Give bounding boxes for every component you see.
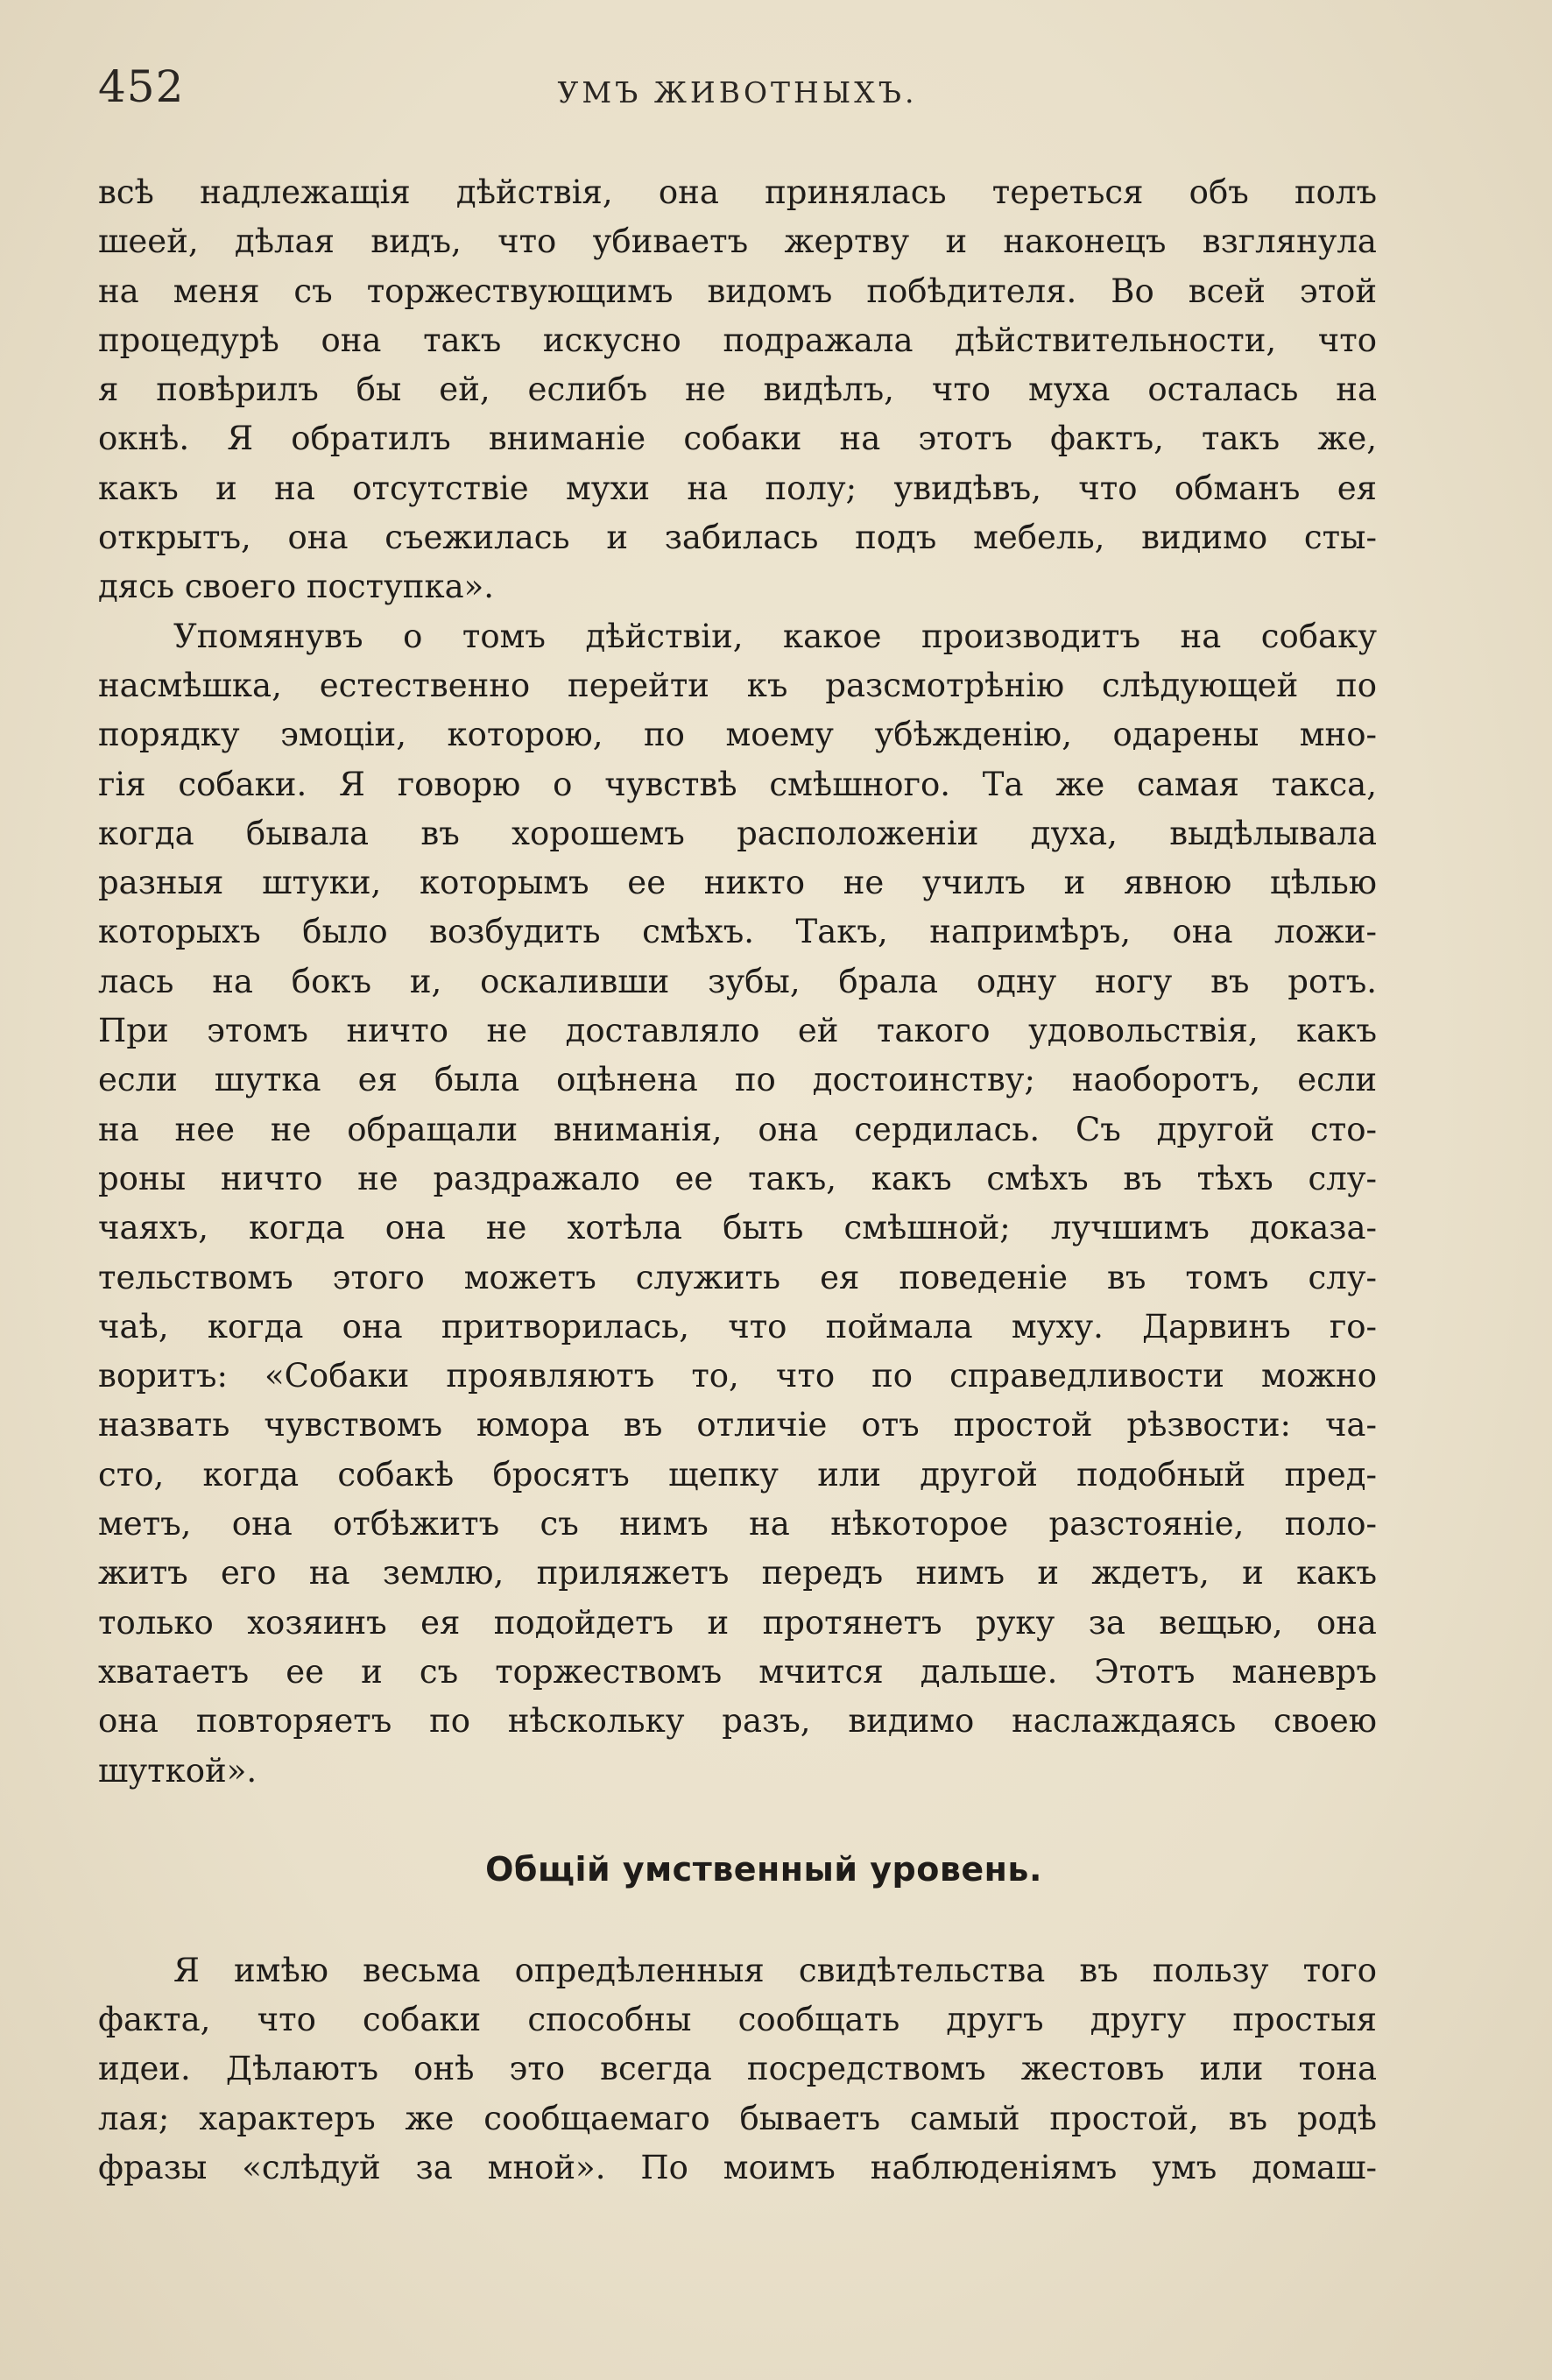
text-line: процедурѣ она такъ искусно подражала дѣйствительности, что xyxy=(98,321,1377,359)
running-title: УМЪ ЖИВОТНЫХЪ. xyxy=(557,75,918,109)
text-line: тельствомъ этого можетъ служить ея поведеніе въ томъ слу- xyxy=(98,1258,1377,1296)
text-line: При этомъ ничто не доставляло ей такого удовольствія, какъ xyxy=(98,1012,1377,1050)
text-line: чаяхъ, когда она не хотѣла быть смѣшной; лучшимъ доказа- xyxy=(98,1209,1377,1247)
text-line: роны ничто не раздражало ее такъ, какъ смѣхъ въ тѣхъ слу- xyxy=(98,1159,1377,1197)
text-line: чаѣ, когда она притворилась, что поймала муху. Дарвинъ го- xyxy=(98,1307,1377,1345)
text-line: она повторяетъ по нѣскольку разъ, видимо наслаждаясь своею xyxy=(98,1702,1377,1741)
page-number: 452 xyxy=(98,61,185,112)
text-line: воритъ: «Собаки проявляютъ то, что по справедливости можно xyxy=(98,1357,1377,1395)
text-line: разныя штуки, которымъ ее никто не училъ и явною цѣлью xyxy=(98,864,1377,902)
text-line: если шутка ея была оцѣнена по достоинству; наоборотъ, если xyxy=(98,1061,1377,1099)
text-line: сто, когда собакѣ бросятъ щепку или другой подобный пред- xyxy=(98,1455,1377,1494)
paragraph-humor xyxy=(98,612,1377,1796)
text-line: шеей, дѣлая видъ, что убиваетъ жертву и наконецъ взглянула xyxy=(98,222,1377,261)
text-line: открытъ, она съежилась и забилась подъ мебель, видимо сты- xyxy=(98,519,1377,557)
text-line: порядку эмоціи, которою, по моему убѣжденію, одарены мно- xyxy=(98,716,1377,754)
text-line: метъ, она отбѣжитъ съ нимъ на нѣкоторое разстояніе, поло- xyxy=(98,1505,1377,1543)
text-line: хватаетъ ее и съ торжествомъ мчится дальше. Этотъ маневръ xyxy=(98,1652,1377,1691)
text-line: я повѣрилъ бы ей, еслибъ не видѣлъ, что муха осталась на xyxy=(98,371,1377,409)
body-text xyxy=(98,168,1377,2193)
text-line: только хозяинъ ея подойдетъ и протянетъ руку за вещью, она xyxy=(98,1603,1377,1642)
text-line: когда бывала въ хорошемъ расположеніи духа, выдѣлывала xyxy=(98,814,1377,852)
text-line: насмѣшка, естественно перейти къ разсмотрѣнію слѣдующей по xyxy=(98,666,1377,704)
spacer xyxy=(98,1796,1377,1843)
paragraph-intelligence xyxy=(98,1946,1377,2193)
text-line: шуткой». xyxy=(98,1751,257,1790)
text-line: на нее не обращали вниманія, она сердилась. Съ другой сто- xyxy=(98,1110,1377,1148)
text-line: житъ его на землю, приляжетъ передъ нимъ и ждетъ, и какъ xyxy=(98,1554,1377,1593)
text-line: которыхъ было возбудить смѣхъ. Такъ, напримѣръ, она ложи- xyxy=(98,913,1377,951)
section-heading: Общій умственный уровень. xyxy=(485,1849,1042,1889)
text-line: лая; характеръ же сообщаемаго бываетъ самый простой, въ родѣ xyxy=(98,2099,1377,2137)
spacer xyxy=(98,1896,1377,1946)
text-line: всѣ надлежащія дѣйствія, она принялась тереться объ полъ xyxy=(98,173,1377,211)
page-header xyxy=(98,61,1377,123)
text-line: идеи. Дѣлаютъ онѣ это всегда посредствомъ жестовъ или тона xyxy=(98,2050,1377,2088)
text-line: окнѣ. Я обратилъ вниманіе собаки на этотъ фактъ, такъ же, xyxy=(98,420,1377,458)
text-line: на меня съ торжествующимъ видомъ побѣдителя. Во всей этой xyxy=(98,272,1377,310)
text-line: лась на бокъ и, оскаливши зубы, брала одну ногу въ ротъ. xyxy=(98,962,1377,1000)
text-line: факта, что собаки способны сообщать другъ другу простыя xyxy=(98,2001,1377,2039)
paragraph-continued xyxy=(98,168,1377,612)
text-line: Я имѣю весьма опредѣленныя свидѣтельства въ пользу того xyxy=(173,1951,1377,1989)
text-line: дясь своего поступка». xyxy=(98,568,495,606)
text-line: назвать чувствомъ юмора въ отличіе отъ простой рѣзвости: ча- xyxy=(98,1406,1377,1444)
text-line: какъ и на отсутствіе мухи на полу; увидѣвъ, что обманъ ея xyxy=(98,469,1377,507)
text-line: гія собаки. Я говорю о чувствѣ смѣшного. Та же самая такса, xyxy=(98,765,1377,803)
text-line: фразы «слѣдуй за мной». По моимъ наблюденіямъ умъ домаш- xyxy=(98,2148,1377,2186)
text-line: Упомянувъ о томъ дѣйствіи, какое производитъ на собаку xyxy=(173,617,1377,655)
